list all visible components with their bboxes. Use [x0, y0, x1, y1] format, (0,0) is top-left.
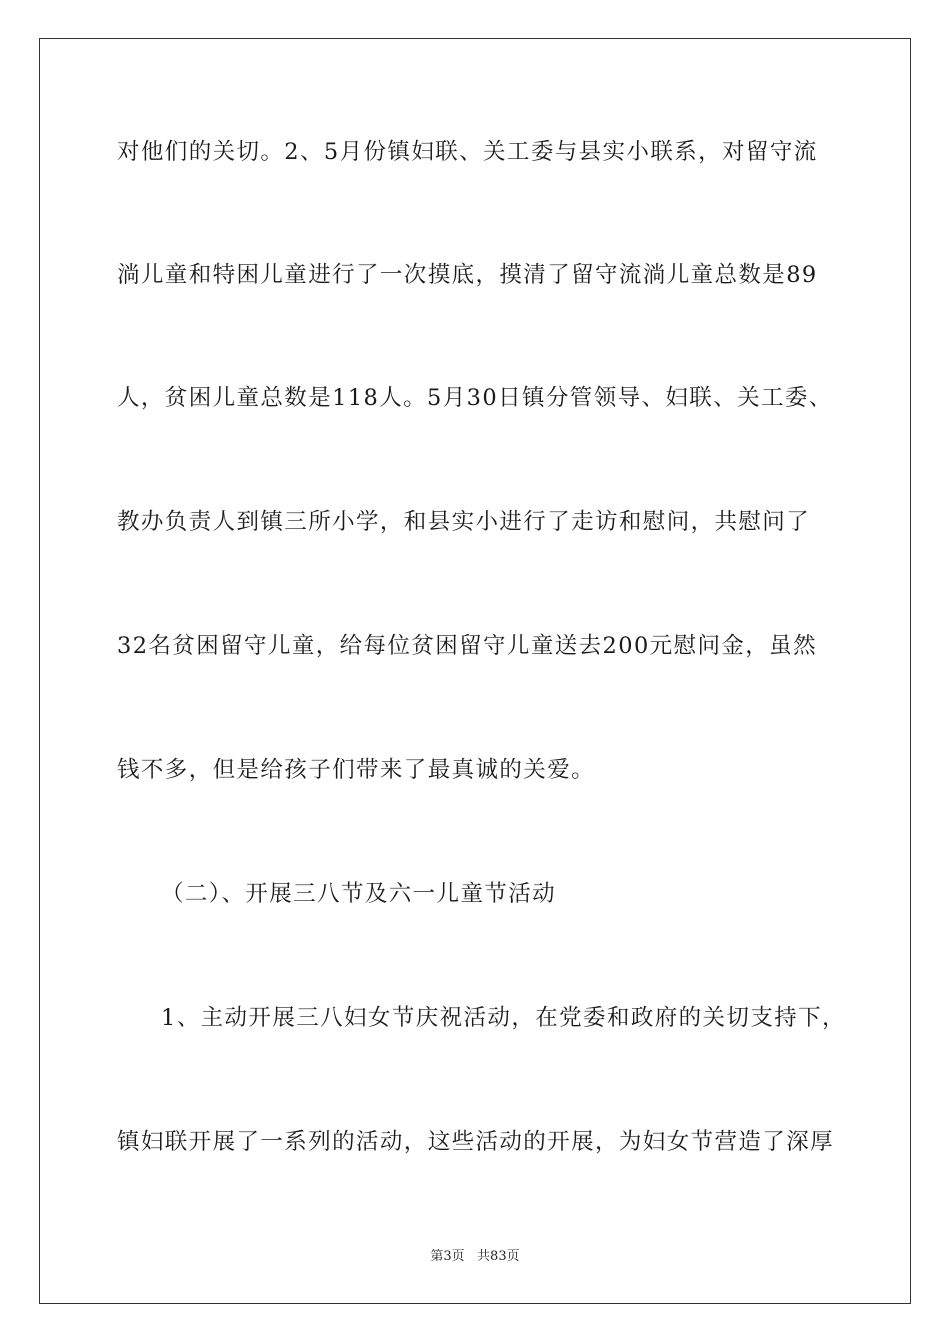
- body-line-4: 教办负责人到镇三所小学，和县实小进行了走访和慰问，共慰问了: [117, 509, 811, 535]
- page-footer: 第3页 共83页: [430, 1249, 520, 1264]
- body-line-9: 镇妇联开展了一系列的活动，这些活动的开展，为妇女节营造了深厚: [117, 1129, 835, 1155]
- body-line-5: 32名贫困留守儿童，给每位贫困留守儿童送去200元慰问金，虽然: [117, 633, 817, 659]
- body-line-6: 钱不多，但是给孩子们带来了最真诚的关爱。: [117, 757, 596, 783]
- body-line-8: 1、主动开展三八妇女节庆祝活动，在党委和政府的关切支持下，: [161, 1005, 846, 1031]
- page-border: [39, 38, 911, 1304]
- section-heading: （二）、开展三八节及六一儿童节活动: [161, 881, 557, 907]
- body-line-2: 淌儿童和特困儿童进行了一次摸底，摸清了留守流淌儿童总数是89: [117, 262, 818, 288]
- body-line-3: 人，贫困儿童总数是118人。5月30日镇分管领导、妇联、关工委、: [117, 385, 833, 411]
- body-line-1: 对他们的关切。2、5月份镇妇联、关工委与县实小联系，对留守流: [117, 139, 818, 165]
